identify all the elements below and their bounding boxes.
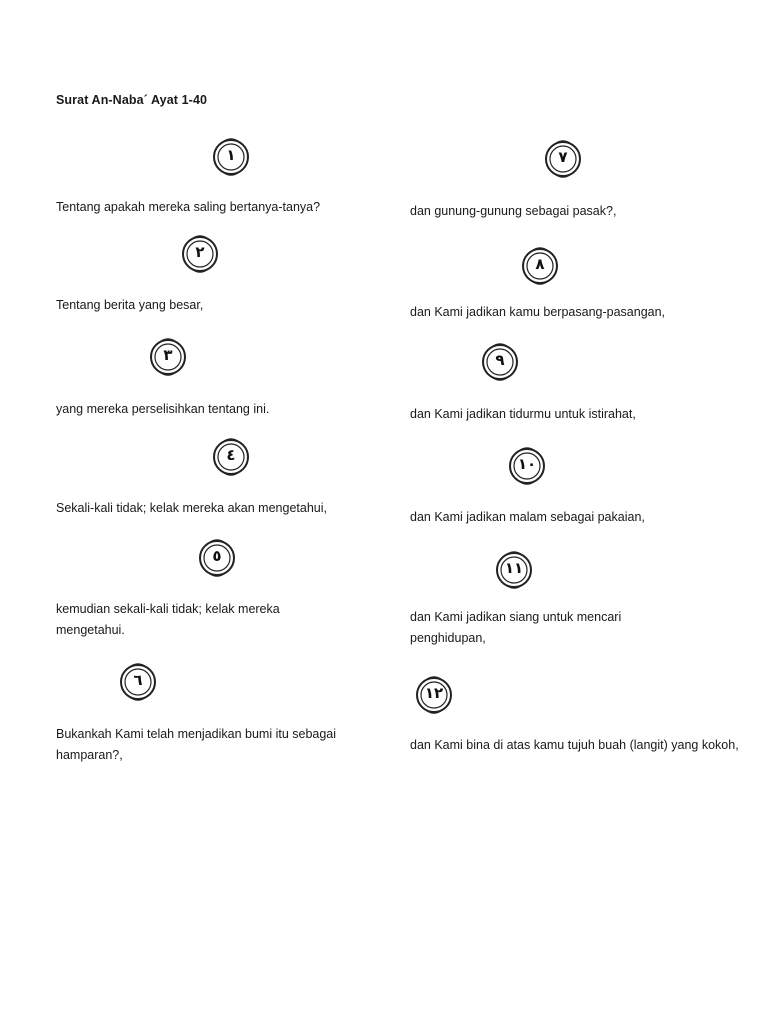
ayah-end-marker-icon bbox=[118, 662, 158, 702]
verse-translation: dan gunung-gunung sebagai pasak?, bbox=[410, 204, 617, 218]
page-title: Surat An-Naba´ Ayat 1-40 bbox=[56, 93, 208, 107]
ayah-end-marker-icon bbox=[520, 246, 560, 286]
verse-translation: Sekali-kali tidak; kelak mereka akan mengetahui, bbox=[56, 501, 327, 515]
ayah-number: ٣ bbox=[163, 346, 173, 364]
ayah-end-marker-icon bbox=[414, 675, 454, 715]
ayah-number: ٤ bbox=[226, 446, 236, 464]
ayah-number: ٥ bbox=[212, 547, 222, 565]
verse-translation: Bukankah Kami telah menjadikan bumi itu sebagai hamparan?, bbox=[56, 727, 337, 762]
ayah-end-marker-icon bbox=[480, 342, 520, 382]
ayah-end-marker-icon bbox=[211, 137, 251, 177]
ayah-number: ٩ bbox=[495, 351, 505, 369]
verse-translation: Tentang berita yang besar, bbox=[56, 298, 204, 312]
ayah-number: ٨ bbox=[535, 255, 545, 273]
ayah-number: ٧ bbox=[558, 148, 568, 166]
ayah-number: ١١ bbox=[504, 559, 524, 577]
ayah-end-marker-icon bbox=[180, 234, 220, 274]
ayah-end-marker-icon bbox=[494, 550, 534, 590]
ayah-end-marker-icon bbox=[197, 538, 237, 578]
ayah-end-marker-icon bbox=[211, 437, 251, 477]
ayah-number: ١٠ bbox=[517, 455, 537, 473]
verse-translation: dan Kami jadikan kamu berpasang-pasangan, bbox=[410, 305, 666, 319]
verse-translation: dan Kami jadikan tidurmu untuk istirahat, bbox=[410, 407, 636, 421]
ayah-end-marker-icon bbox=[543, 139, 583, 179]
verse-translation: kemudian sekali-kali tidak; kelak mereka mengetahui. bbox=[56, 602, 280, 637]
verse-translation: dan Kami jadikan malam sebagai pakaian, bbox=[410, 510, 645, 524]
ayah-number: ٦ bbox=[133, 671, 143, 689]
verse-translation: yang mereka perselisihkan tentang ini. bbox=[56, 402, 270, 416]
ayah-end-marker-icon bbox=[148, 337, 188, 377]
ayah-number: ١ bbox=[226, 146, 236, 164]
verse-translation: Tentang apakah mereka saling bertanya-tanya? bbox=[56, 200, 321, 214]
ayah-number: ١٢ bbox=[424, 684, 444, 702]
ayah-end-marker-icon bbox=[507, 446, 547, 486]
verse-translation: dan Kami jadikan siang untuk mencari penghidupan, bbox=[410, 610, 622, 645]
ayah-number: ٢ bbox=[195, 243, 205, 261]
verse-translation: dan Kami bina di atas kamu tujuh buah (langit) yang kokoh, bbox=[410, 738, 739, 752]
